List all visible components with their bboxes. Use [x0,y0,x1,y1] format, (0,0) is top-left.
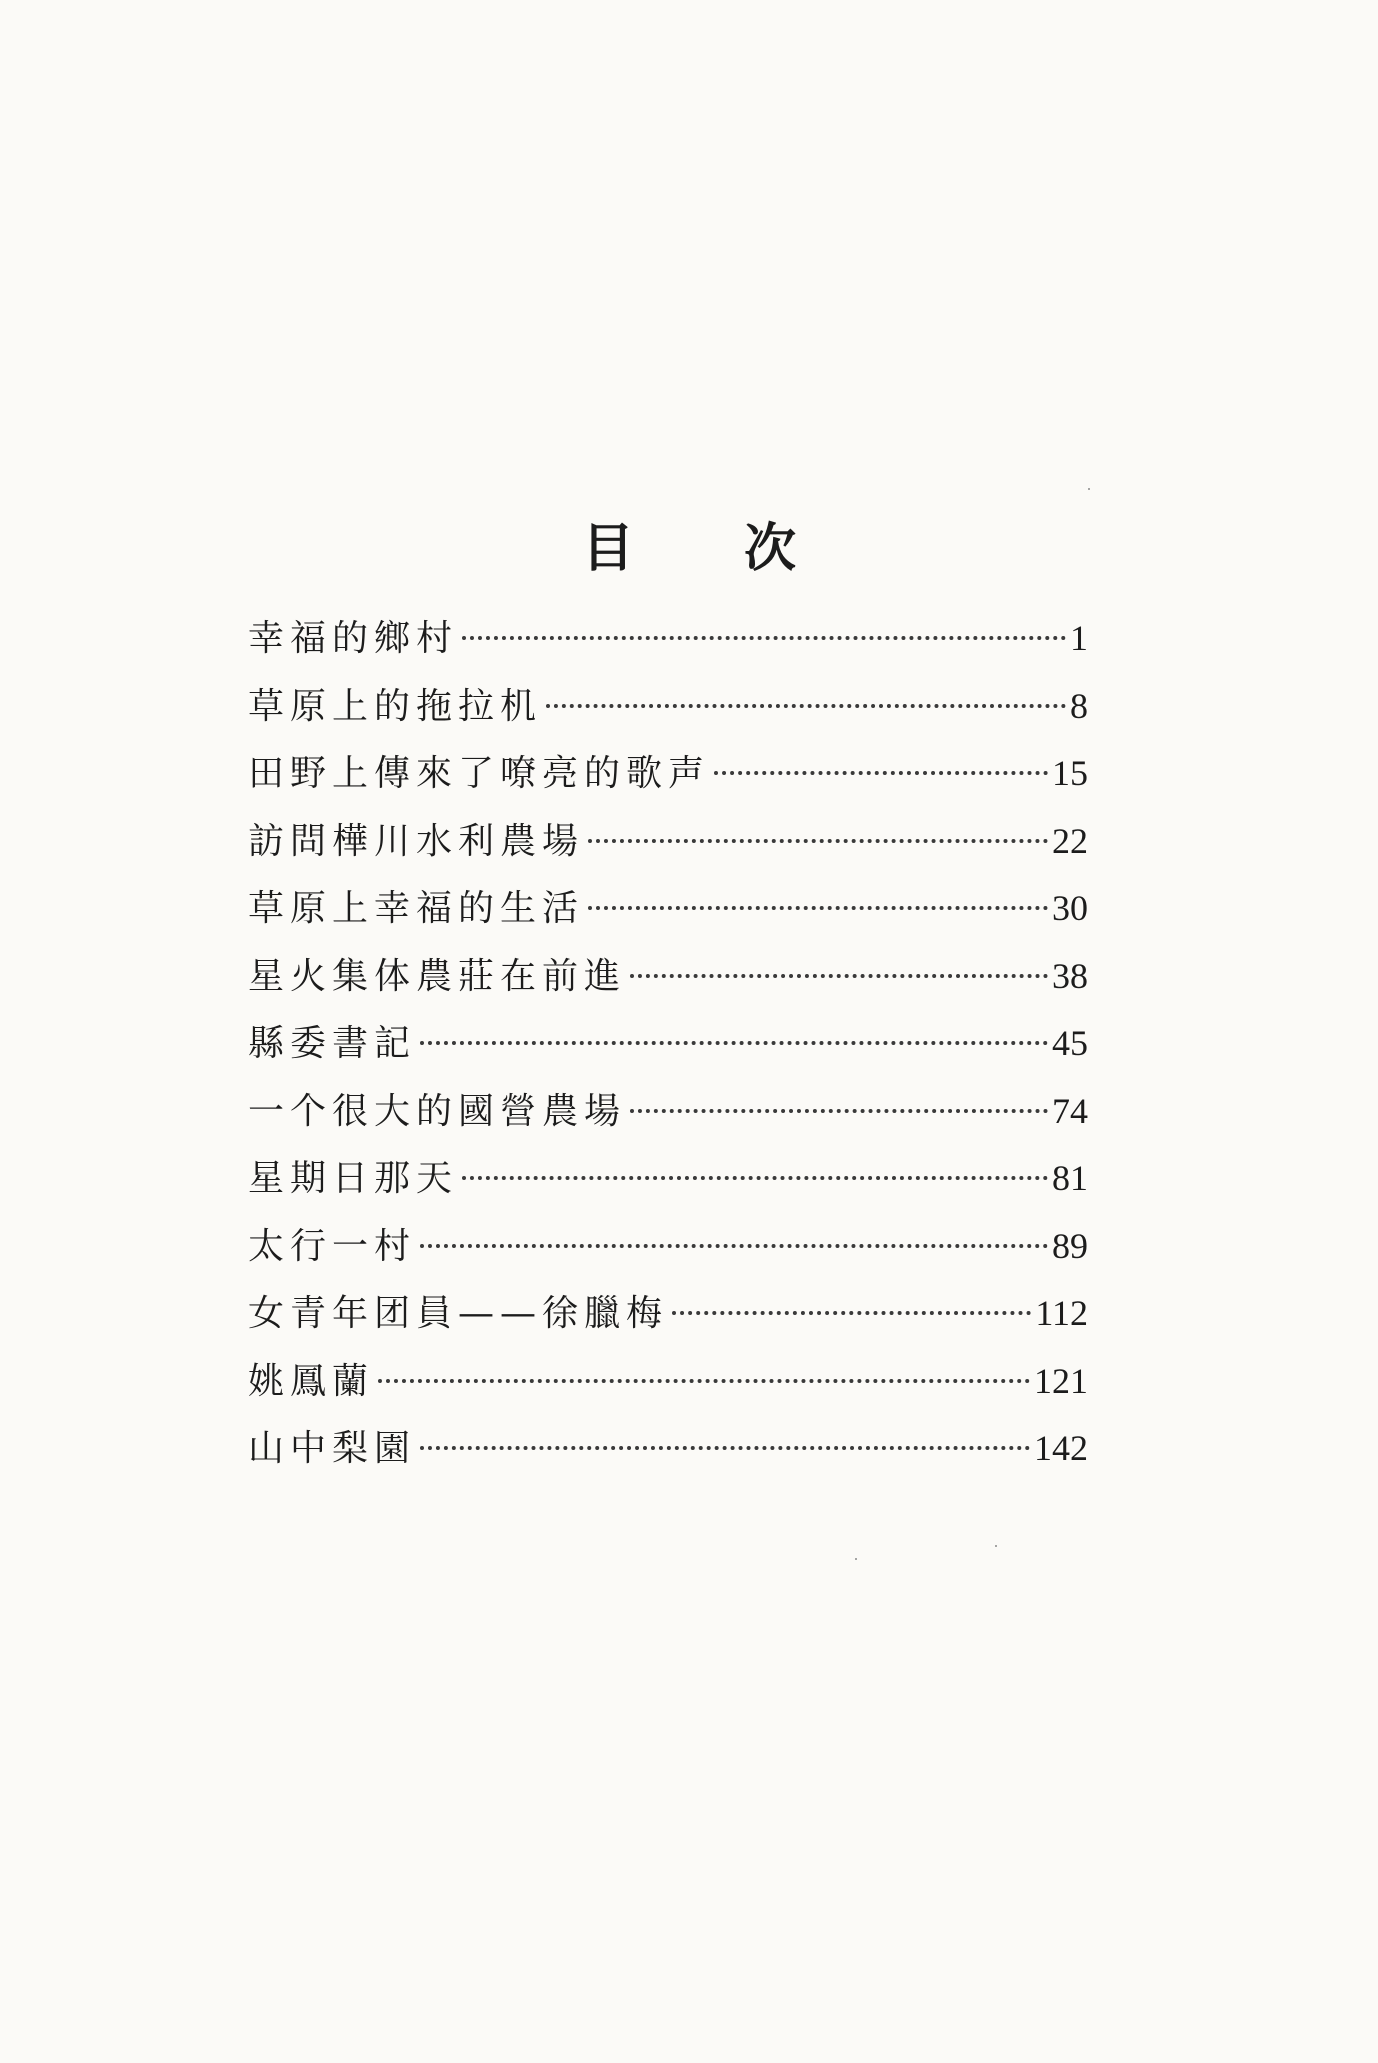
toc-entry [248,1430,1088,1498]
toc-entry-page: 121 [1034,1360,1088,1401]
dot-leader [420,1446,1030,1450]
toc-entry-title: 一个很大的國營農場 [248,1090,627,1132]
toc-entry-page: 22 [1052,820,1088,861]
toc-entry [248,1295,1088,1363]
toc-entry-page: 142 [1034,1428,1088,1468]
dot-leader [378,1379,1030,1383]
dot-leader [588,839,1048,843]
toc-entry-title: 星火集体農莊在前進 [248,955,627,997]
toc-entry [248,620,1088,688]
toc-entry-title: 山中梨園 [248,1428,417,1469]
toc-entry [248,685,1088,756]
toc-entry [248,955,1088,1026]
dot-leader [420,1244,1048,1248]
toc-entry-title: 草原上幸福的生活 [248,888,585,929]
toc-entry [248,1225,1088,1296]
toc-entry [248,755,1088,823]
dot-leader [462,636,1066,640]
dot-leader [420,1041,1048,1045]
dot-leader [630,974,1048,978]
toc-entry-page: 1 [1070,618,1088,658]
toc-entry-title: 訪問樺川水利農場 [248,820,585,862]
toc-entry-title: 田野上傳來了嘹亮的歌声 [248,753,711,794]
toc-entry-title: 星期日那天 [248,1158,459,1199]
toc-entry-page: 45 [1052,1023,1088,1063]
toc-entry-page: 74 [1052,1090,1088,1131]
toc-entry-title: 幸福的鄉村 [248,618,459,659]
toc-entry-title: 姚鳳蘭 [248,1360,375,1402]
toc-entry [248,1360,1088,1431]
toc-entry-title: 縣委書記 [248,1023,417,1064]
paper-speck [995,1545,997,1547]
toc-entry [248,820,1088,891]
paper-speck [855,1558,857,1560]
toc-title: 目次 [581,518,906,579]
dot-leader [630,1109,1048,1113]
toc-entry-title: 女青年团員——徐臘梅 [248,1293,669,1334]
dot-leader [588,906,1048,910]
toc-entry [248,890,1088,958]
toc-entry [248,1160,1088,1228]
toc-entry-page: 15 [1052,753,1088,793]
toc-entry-title: 草原上的拖拉机 [248,685,543,727]
toc-entry-page: 112 [1035,1293,1088,1333]
dot-leader [462,1176,1048,1180]
toc-entry-page: 38 [1052,955,1088,996]
dot-leader [546,704,1066,708]
toc-list [248,620,1088,1498]
toc-entry [248,1090,1088,1161]
toc-entry-page: 89 [1052,1225,1088,1266]
toc-entry-page: 8 [1070,685,1088,726]
paper-speck [1088,488,1090,490]
dot-leader [714,771,1048,775]
toc-entry-page: 30 [1052,888,1088,928]
toc-entry [248,1025,1088,1093]
toc-entry-title: 太行一村 [248,1225,417,1267]
dot-leader [672,1311,1031,1315]
toc-entry-page: 81 [1052,1158,1088,1198]
